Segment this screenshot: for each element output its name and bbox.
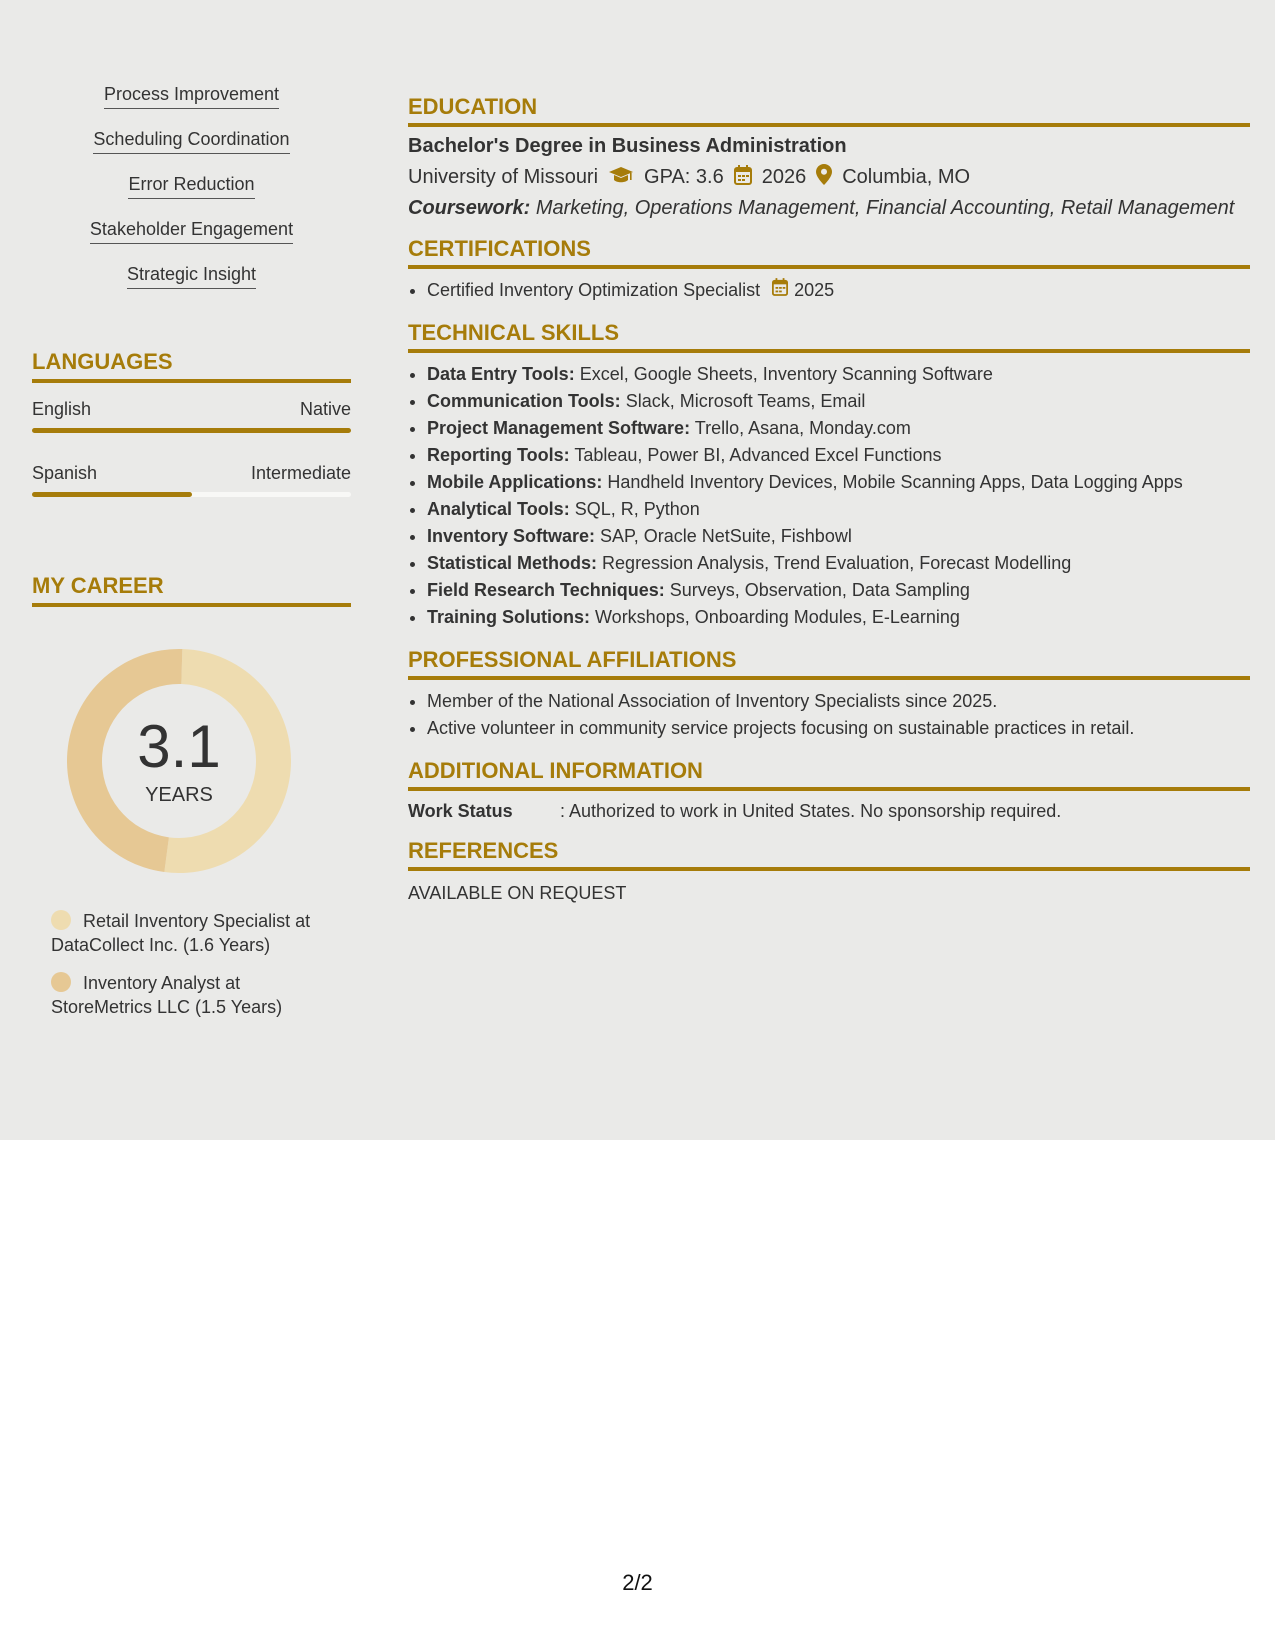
career-heading: MY CAREER [32,573,351,607]
skill-label: Reporting Tools: [427,445,570,465]
list-item [427,442,1250,469]
skill-value: SQL, R, Python [574,499,700,519]
section-heading: CERTIFICATIONS [408,236,1250,269]
technical-skills-list [408,361,1250,631]
skill-value: Trello, Asana, Monday.com [694,418,911,438]
legend-text: Inventory Analyst at StoreMetrics LLC (1.5 Years) [51,973,283,1017]
list-item [32,264,351,309]
section-heading: REFERENCES [408,838,1250,871]
strengths-list [32,84,351,309]
skill-value: SAP, Oracle NetSuite, Fishbowl [600,526,852,546]
coursework-label: Coursework: [408,197,531,219]
list-item [427,550,1250,577]
section-heading: EDUCATION [408,94,1250,127]
work-status-value: : Authorized to work in United States. No sponsorship required. [560,801,1062,821]
affiliations-list [408,688,1250,742]
skill-value: Surveys, Observation, Data Sampling [669,580,970,600]
page-number: 2/2 [622,1570,653,1595]
map-pin-icon [816,164,832,191]
list-item [427,496,1250,523]
list-item [427,604,1250,631]
certification-name: • Certified Inventory Optimization Specialist [427,280,761,300]
coursework [408,197,1250,220]
skill-label: Statistical Methods: [427,553,598,573]
career-legend [51,909,341,1019]
skill-label: Field Research Techniques: [427,580,665,600]
skill-value: Regression Analysis, Trend Evaluation, Forecast Modelling [602,553,1072,573]
strength-item: Process Improvement [104,84,279,109]
legend-swatch [51,972,71,992]
language-name: English [32,399,92,419]
language-bar [32,428,351,433]
language-level: Native [299,399,351,419]
additional-info-section [408,758,1250,822]
language-name: Spanish [32,463,98,483]
list-item [427,361,1250,388]
education-details [408,164,1250,191]
list-item [427,388,1250,415]
certification-year: 2025 [794,280,835,300]
graduation-year: 2026 [761,166,807,188]
coursework-list: Marketing, Operations Management, Financial Accounting, Retail Management [535,197,1235,219]
references-section [408,838,1250,904]
list-item [32,174,351,219]
language-bar-fill [32,492,192,497]
strength-item: Scheduling Coordination [93,129,289,154]
list-item [32,219,351,264]
strength-item: Stakeholder Engagement [90,219,293,244]
calendar-icon [772,277,788,304]
strength-item: Strategic Insight [127,264,256,289]
list-item [427,577,1250,604]
sidebar [32,84,351,1033]
school-name: University of Missouri [408,166,599,188]
skill-value: Handheld Inventory Devices, Mobile Scanning Apps, Data Logging Apps [607,472,1183,492]
work-status-label: Work Status [408,801,513,821]
language-row-spanish [32,463,351,497]
legend-item [51,909,341,957]
certifications-section [408,236,1250,304]
skill-label: Project Management Software: [427,418,691,438]
list-item [32,84,351,129]
education-section [408,94,1250,220]
certifications-list [408,277,1250,304]
legend-item [51,971,341,1019]
references-text: AVAILABLE ON REQUEST [408,883,627,903]
skill-value: Workshops, Onboarding Modules, E-Learning [595,607,960,627]
skill-value: Tableau, Power BI, Advanced Excel Functions [574,445,942,465]
list-item [427,469,1250,496]
main-column [408,94,1250,920]
career-donut-chart [67,649,291,873]
section-heading: TECHNICAL SKILLS [408,320,1250,353]
affiliations-section [408,647,1250,742]
language-bar [32,492,351,497]
legend-text: Retail Inventory Specialist at DataCollect Inc. (1.6 Years) [51,911,311,955]
graduation-cap-icon [608,165,634,191]
list-item: • Active volunteer in community service projects focusing on sustainable practices in retail. [427,715,1250,742]
section-heading: ADDITIONAL INFORMATION [408,758,1250,791]
technical-skills-section [408,320,1250,631]
language-row-english [32,399,351,433]
languages-heading: LANGUAGES [32,349,351,383]
work-status-row [408,801,1250,822]
calendar-icon [734,165,752,191]
skill-label: Training Solutions: [427,607,590,627]
gpa: GPA: 3.6 [644,166,724,188]
skill-label: Communication Tools: [427,391,621,411]
skill-label: Inventory Software: [427,526,596,546]
list-item: • Member of the National Association of Inventory Specialists since 2025. [427,688,1250,715]
skill-label: Analytical Tools: [427,499,570,519]
skill-label: Mobile Applications: [427,472,603,492]
career-unit: YEARS [145,784,213,806]
list-item [32,129,351,174]
list-item [427,277,1250,304]
language-level: Intermediate [250,463,351,483]
section-heading: PROFESSIONAL AFFILIATIONS [408,647,1250,680]
skill-value: Excel, Google Sheets, Inventory Scanning Software [579,364,993,384]
strength-item: Error Reduction [128,174,254,199]
career-total: 3.1 [137,713,221,780]
skill-label: Data Entry Tools: [427,364,575,384]
list-item [427,415,1250,442]
skill-value: Slack, Microsoft Teams, Email [625,391,866,411]
degree-title: Bachelor's Degree in Business Administration [408,135,847,157]
language-bar-fill [32,428,351,433]
school-location: Columbia, MO [842,166,971,188]
list-item [427,523,1250,550]
legend-swatch [51,910,71,930]
